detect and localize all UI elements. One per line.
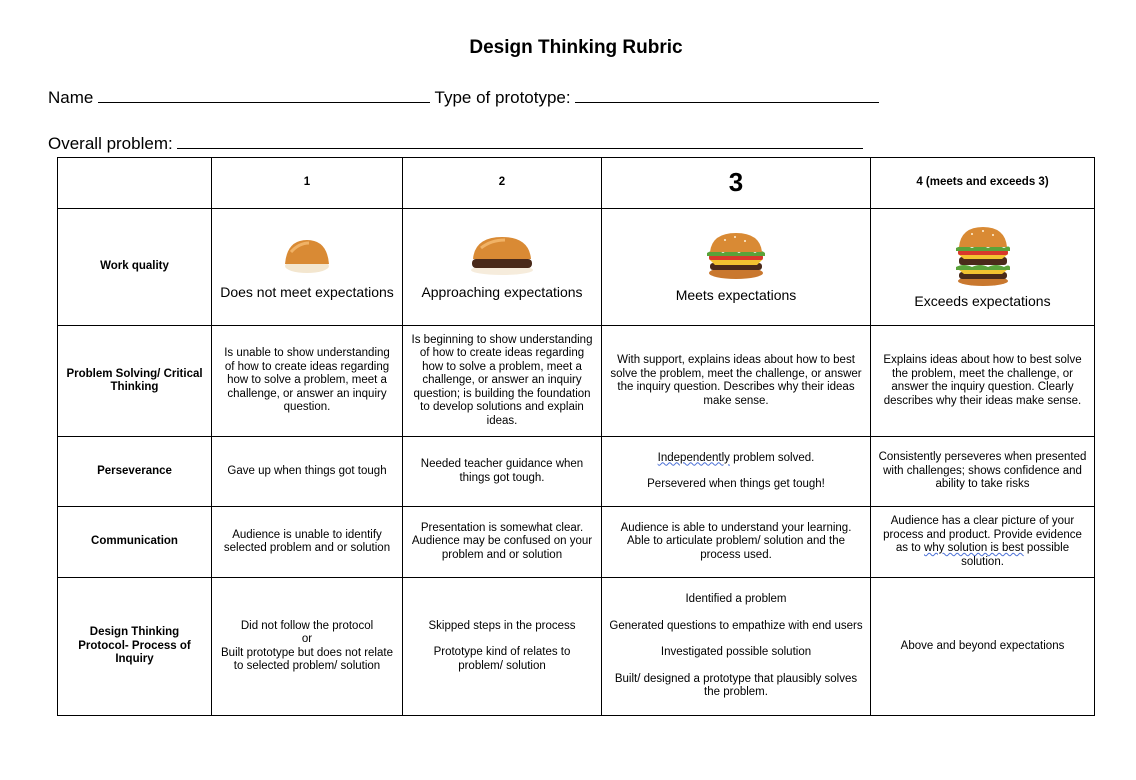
perseverance-cell-3 bbox=[602, 437, 871, 507]
dt-cell-3-line-1: Identified a problem bbox=[685, 593, 787, 606]
design-thinking-row bbox=[58, 578, 1095, 716]
name-blank[interactable] bbox=[98, 88, 430, 103]
problem-solving-row bbox=[58, 326, 1095, 437]
communication-cell-4-c: possible solution. bbox=[961, 542, 1070, 568]
work-quality-cell-1 bbox=[212, 209, 403, 326]
column-header-3: 3 bbox=[602, 158, 871, 209]
dt-cell-3-line-4: Built/ designed a prototype that plausibly solves the problem. bbox=[614, 672, 858, 699]
cheeseburger-icon bbox=[705, 231, 767, 281]
problem-blank[interactable] bbox=[177, 134, 863, 149]
perseverance-cell-3-line-2: Persevered when things get tough! bbox=[647, 478, 825, 490]
column-header-1: 1 bbox=[212, 158, 403, 209]
dt-cell-1-line-2: or bbox=[301, 633, 313, 645]
plain-burger-icon bbox=[467, 234, 537, 278]
perseverance-cell-1: Gave up when things got tough bbox=[212, 437, 403, 507]
caption-meets: Meets expectations bbox=[675, 286, 797, 303]
design-thinking-cell-4: Above and beyond expectations bbox=[871, 578, 1095, 716]
perseverance-cell-4: Consistently perseveres when presented with challenges; shows confidence and ability to take risks bbox=[871, 437, 1095, 507]
dt-cell-2-line-2: Prototype kind of relates to problem/ solution bbox=[433, 646, 571, 672]
work-quality-cell-4 bbox=[871, 209, 1095, 326]
perseverance-cell-3-line-1 bbox=[609, 452, 863, 466]
dt-cell-3-line-3: Investigated possible solution bbox=[660, 646, 812, 659]
communication-cell-3: Audience is able to understand your learning. Able to articulate problem/ solution and the process used. bbox=[602, 507, 871, 578]
spellcheck-word: Independently bbox=[657, 451, 730, 464]
double-burger-icon bbox=[954, 225, 1012, 287]
caption-approaching: Approaching expectations bbox=[421, 283, 583, 300]
name-label: Name bbox=[48, 88, 94, 107]
design-thinking-cell-2 bbox=[403, 578, 602, 716]
design-thinking-cell-1 bbox=[212, 578, 403, 716]
row-header-design-thinking: Design Thinking Protocol- Process of Inquiry bbox=[58, 578, 212, 716]
problem-solving-cell-3: With support, explains ideas about how to best solve the problem, meet the challenge, or answer the inquiry question. Describes why their ideas make sense. bbox=[602, 326, 871, 437]
prototype-label: Type of prototype: bbox=[434, 88, 571, 107]
column-header-4: 4 (meets and exceeds 3) bbox=[871, 158, 1095, 209]
work-quality-cell-3 bbox=[602, 209, 871, 326]
perseverance-row bbox=[58, 437, 1095, 507]
work-quality-cell-2 bbox=[403, 209, 602, 326]
problem-line bbox=[48, 134, 863, 154]
corner-cell bbox=[58, 158, 212, 209]
row-header-communication: Communication bbox=[58, 507, 212, 578]
communication-cell-2: Presentation is somewhat clear. Audience may be confused on your problem and or solution bbox=[403, 507, 602, 578]
row-header-work-quality: Work quality bbox=[58, 209, 212, 326]
problem-solving-cell-1: Is unable to show understanding of how to create ideas regarding how to solve a problem, meet a challenge, or answer an inquiry question. bbox=[212, 326, 403, 437]
perseverance-cell-2: Needed teacher guidance when things got tough. bbox=[403, 437, 602, 507]
bun-icon bbox=[279, 234, 335, 278]
design-thinking-cell-3 bbox=[602, 578, 871, 716]
dt-cell-1-line-3: Built prototype but does not relate to selected problem/ solution bbox=[221, 646, 393, 672]
problem-label: Overall problem: bbox=[48, 134, 173, 153]
row-header-perseverance: Perseverance bbox=[58, 437, 212, 507]
rubric-table bbox=[57, 157, 1095, 716]
prototype-blank[interactable] bbox=[575, 88, 879, 103]
work-quality-row bbox=[58, 209, 1095, 326]
problem-solving-cell-2: Is beginning to show understanding of how to create ideas regarding how to solve a problem, meet a challenge, or answer an inquiry question; is building the foundation to develop solutions and explain ideas. bbox=[403, 326, 602, 437]
dt-cell-3-line-2: Generated questions to empathize with end users bbox=[609, 619, 863, 632]
name-line bbox=[48, 88, 879, 108]
caption-exceeds: Exceeds expectations bbox=[914, 292, 1051, 309]
caption-does-not-meet: Does not meet expectations bbox=[220, 283, 394, 300]
communication-cell-4 bbox=[871, 507, 1095, 578]
communication-row bbox=[58, 507, 1095, 578]
dt-cell-2-line-1: Skipped steps in the process bbox=[428, 619, 576, 632]
header-row bbox=[58, 158, 1095, 209]
row-header-problem-solving: Problem Solving/ Critical Thinking bbox=[58, 326, 212, 437]
perseverance-cell-3-rest: problem solved. bbox=[729, 451, 815, 464]
communication-cell-4-a: Audience has a clear picture of your process and product. Provide evidence as to bbox=[883, 515, 1082, 554]
dt-cell-1-line-1: Did not follow the protocol bbox=[240, 619, 374, 632]
page-title: Design Thinking Rubric bbox=[469, 37, 683, 58]
problem-solving-cell-4: Explains ideas about how to best solve the problem, meet the challenge, or answer the inquiry question. Clearly describes why their ideas make sense. bbox=[871, 326, 1095, 437]
spellcheck-phrase: why solution is best bbox=[924, 542, 1024, 554]
column-header-2: 2 bbox=[403, 158, 602, 209]
communication-cell-1: Audience is unable to identify selected problem and or solution bbox=[212, 507, 403, 578]
